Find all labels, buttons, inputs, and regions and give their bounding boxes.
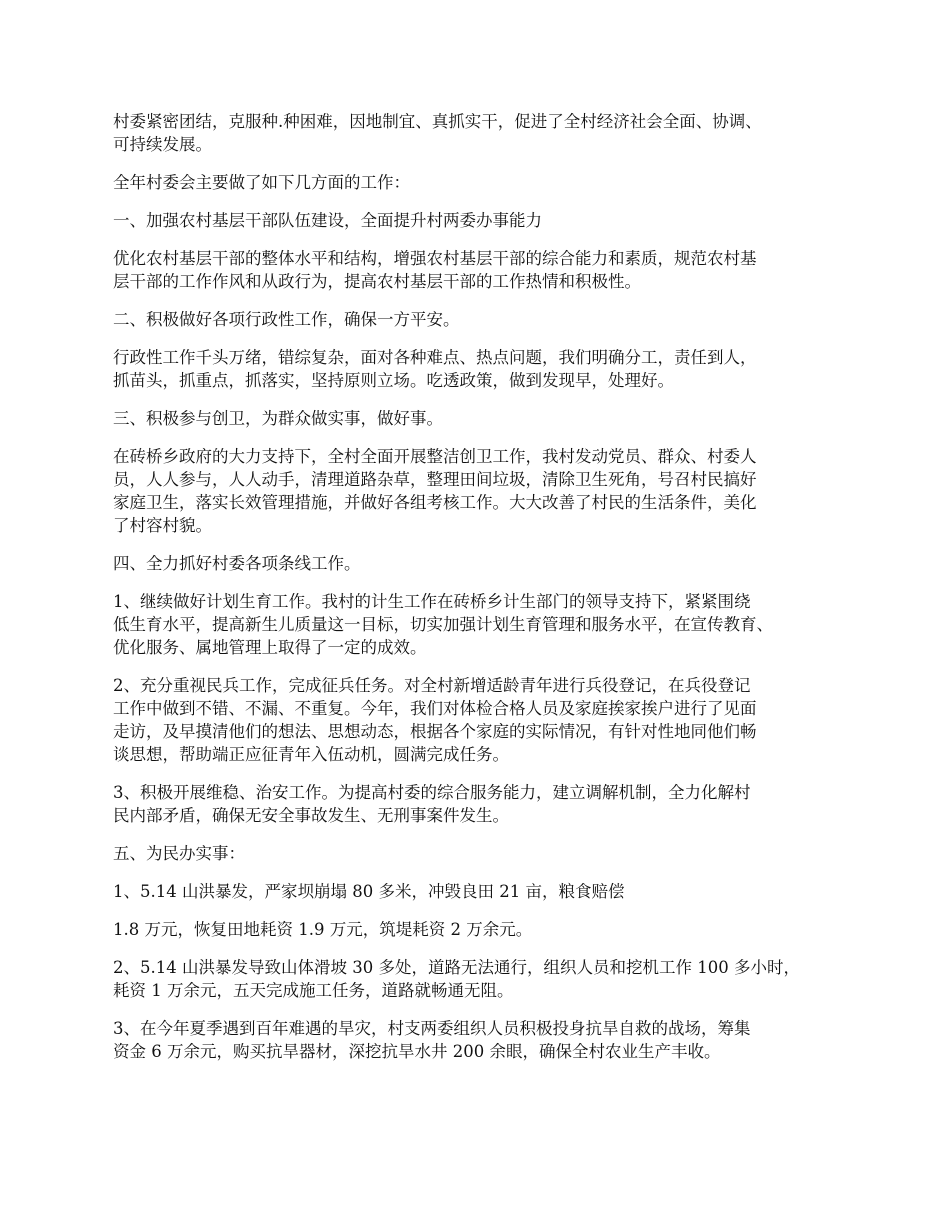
paragraph-item-4-1: 1、继续做好计划生育工作。我村的计生工作在砖桥乡计生部门的领导支持下，紧紧围绕 低生育水平，提高新生儿质量这一目标，切实加强计划生育管理和服务水平，在宣传教育、 优化服务、属地管理上取得了一定的成效。	[113, 592, 773, 657]
paragraph-section-2: 行政性工作千头万绪，错综复杂，面对各种难点、热点问题，我们明确分工，责任到人， 抓苗头，抓重点，抓落实，坚持原则立场。吃透政策，做到发现早，处理好。	[113, 348, 757, 390]
paragraph-item-4-3: 3、积极开展维稳、治安工作。为提高村委的综合服务能力，建立调解机制，全力化解村 民内部矛盾，确保无安全事故发生、无刑事案件发生。	[113, 783, 751, 825]
section-heading-1: 一、加强农村基层干部队伍建设，全面提升村两委办事能力	[113, 211, 542, 230]
section-heading-5: 五、为民办实事：	[113, 844, 245, 863]
section-heading-3: 三、积极参与创卫，为群众做实事，做好事。	[113, 409, 443, 428]
paragraph-item-5-2: 2、5.14 山洪暴发导致山体滑坡 30 多处，道路无法通行，组织人员和挖机工作 100 多小时， 耗资 1 万余元，五天完成施工任务，道路就畅通无阻。	[113, 958, 800, 1000]
paragraph-item-4-2: 2、充分重视民兵工作，完成征兵任务。对全村新增适龄青年进行兵役登记，在兵役登记 工作中做到不错、不漏、不重复。今年，我们对体检合格人员及家庭挨家挨户进行了见面 走访，及早摸清他们的想法、思想动态，根据各个家庭的实际情况，有针对性地同他们畅 谈思想，帮助端正应征青年入伍动机，圆满完成任务。	[113, 676, 757, 764]
paragraph-intro: 村委紧密团结，克服种.种困难，因地制宜、真抓实干，促进了全村经济社会全面、协调、 可持续发展。	[113, 112, 762, 154]
paragraph-item-5-1-cont: 1.8 万元，恢复田地耗资 1.9 万元，筑堤耗资 2 万余元。	[113, 920, 533, 939]
section-heading-4: 四、全力抓好村委各项条线工作。	[113, 554, 361, 573]
paragraph-section-1: 优化农村基层干部的整体水平和结构，增强农村基层干部的综合能力和素质，规范农村基 层干部的工作作风和从政行为，提高农村基层干部的工作热情和积极性。	[113, 249, 757, 291]
paragraph-item-5-3: 3、在今年夏季遇到百年难遇的旱灾，村支两委组织人员积极投身抗旱自救的战场，筹集 资金 6 万余元，购买抗旱器材，深挖抗旱水井 200 余眼，确保全村农业生产丰收。	[113, 1019, 751, 1061]
paragraph-summary: 全年村委会主要做了如下几方面的工作：	[113, 173, 410, 192]
document-body	[113, 110, 853, 1078]
section-heading-2: 二、积极做好各项行政性工作，确保一方平安。	[113, 310, 460, 329]
paragraph-section-3: 在砖桥乡政府的大力支持下，全村全面开展整洁创卫工作，我村发动党员、群众、村委人 员，人人参与，人人动手，清理道路杂草，整理田间垃圾，清除卫生死角，号召村民搞好 家庭卫生，落实长效管理措施，并做好各组考核工作。大大改善了村民的生活条件，美化 了村容村貌。	[113, 447, 757, 535]
paragraph-item-5-1: 1、5.14 山洪暴发，严家坝崩塌 80 多米，冲毁良田 21 亩，粮食赔偿	[113, 882, 625, 901]
